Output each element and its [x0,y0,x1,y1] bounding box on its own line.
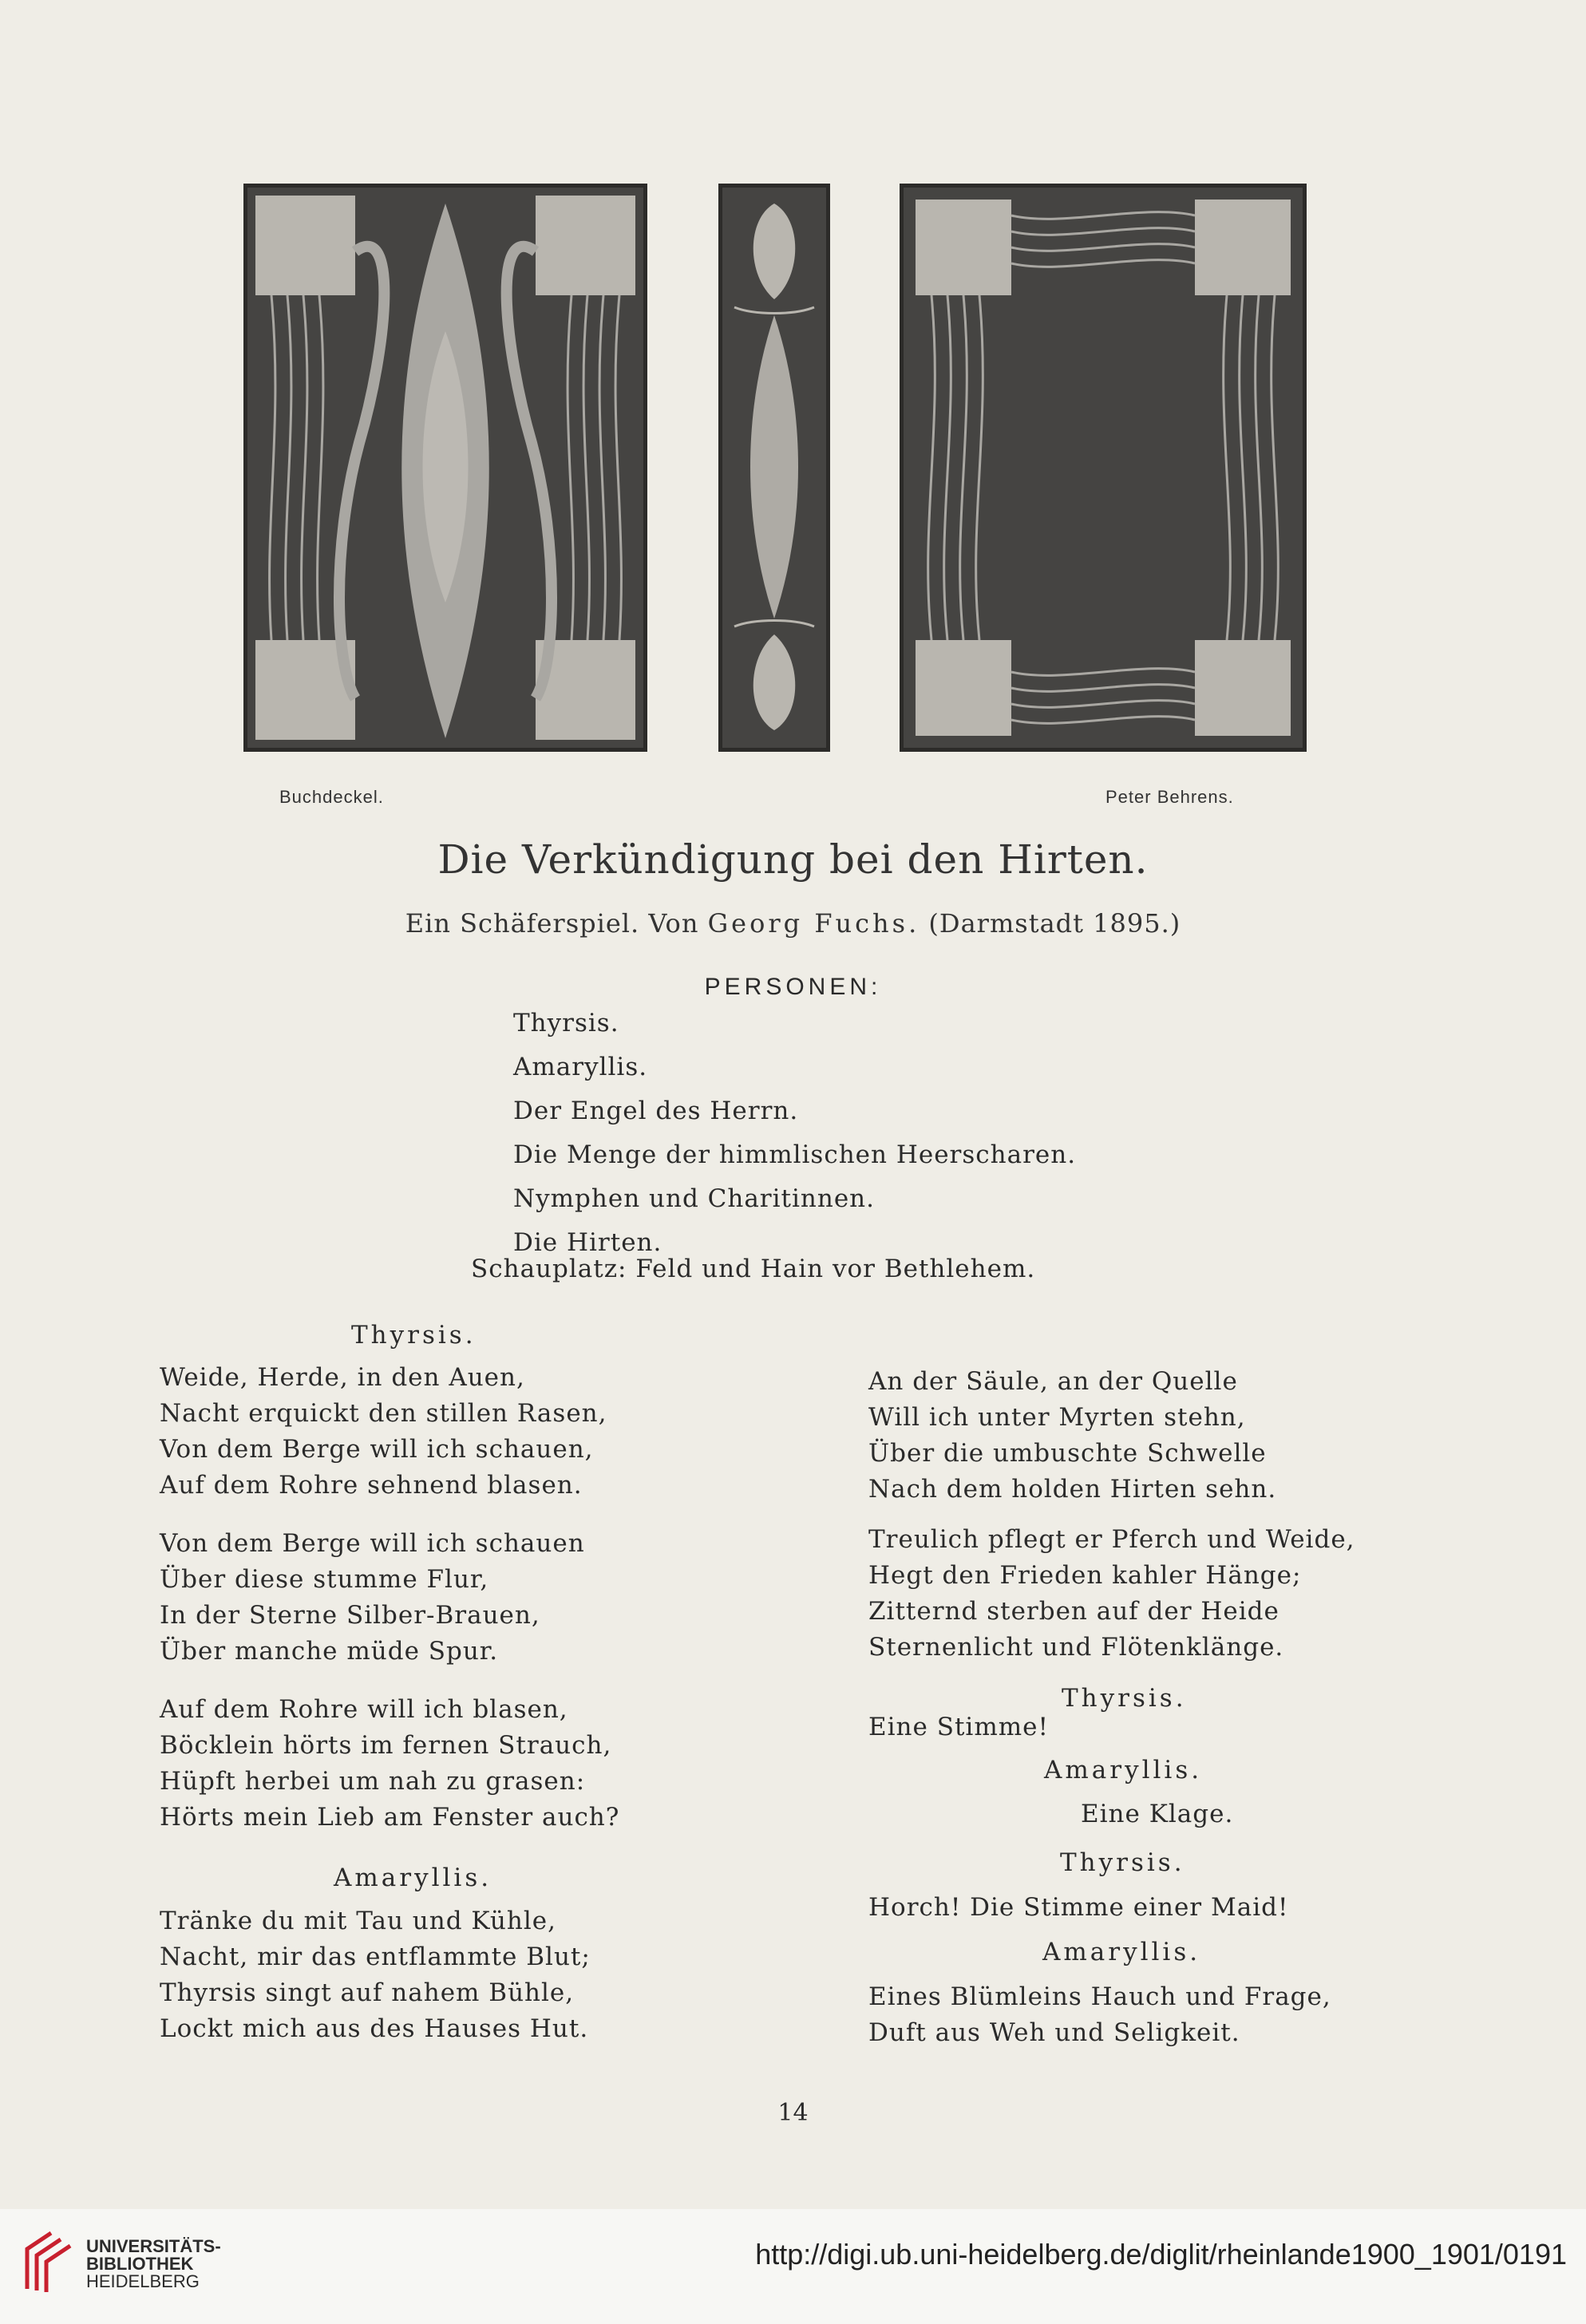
book-spine [718,184,830,752]
verse-line: Sternenlicht und Flötenklänge. [868,1633,1284,1662]
verse-line: Weide, Herde, in den Auen, [160,1363,525,1392]
cast-list [513,1002,1076,1265]
library-line: BIBLIOTHEK [86,2254,194,2274]
verse-line: Hüpft herbei um nah zu grasen: [160,1767,586,1796]
figure-caption-left: Buchdeckel. [279,787,384,807]
verse-line: Böcklein hörts im fernen Strauch, [160,1731,612,1760]
subtitle-suffix: (Darmstadt 1895.) [920,908,1181,939]
verse-line: Von dem Berge will ich schauen, [160,1435,594,1464]
verse-line: Über diese stumme Flur, [160,1565,489,1594]
library-line: UNIVERSITÄTS- [86,2236,221,2256]
verse-line: Will ich unter Myrten stehn, [868,1403,1246,1432]
verse-line: Über die umbuschte Schwelle [868,1439,1267,1468]
verse-line: Duft aus Weh und Seligkeit. [868,2018,1240,2047]
book-cover-left [243,184,647,752]
cast-item: Die Menge der himmlischen Heerscharen. [513,1140,1077,1169]
source-url-link[interactable]: http://digi.ub.uni-heidelberg.de/diglit/rheinlande1900_1901/0191 [755,2238,1567,2271]
verse-line: In der Sterne Silber-Brauen, [160,1601,540,1630]
verse-line: Von dem Berge will ich schauen [160,1529,585,1558]
verse-line: Nach dem holden Hirten sehn. [868,1475,1277,1504]
schauplatz: Schauplatz: Feld und Hain vor Bethlehem. [471,1255,1036,1283]
library-logo-icon [19,2225,75,2297]
left-stanza-3 [160,1692,619,1836]
verse-line: Hörts mein Lieb am Fenster auch? [160,1803,620,1832]
verse-line: Eine Stimme! [868,1713,1049,1741]
library-line: HEIDELBERG [86,2271,200,2291]
verse-line: Hegt den Frieden kahler Hänge; [868,1561,1302,1590]
speaker-thyrsis: Thyrsis. [351,1321,477,1350]
right-stanza-3 [868,1979,1331,2051]
personen-heading: PERSONEN: [704,974,882,1000]
spine-ornament [722,188,826,748]
speaker-thyrsis: Thyrsis. [1060,1848,1185,1877]
right-stanza-1 [868,1364,1276,1508]
left-stanza-2 [160,1526,585,1670]
verse-line: Lockt mich aus des Hauses Hut. [160,2014,589,2043]
verse-line: Thyrsis singt auf nahem Bühle, [160,1978,575,2007]
verse-line: Zitternd sterben auf der Heide [868,1597,1279,1626]
verse-line: Auf dem Rohre will ich blasen, [160,1695,568,1724]
speaker-thyrsis: Thyrsis. [1062,1684,1187,1713]
verse-line: Treulich pflegt er Pferch und Weide, [868,1525,1355,1554]
subtitle [0,908,1586,939]
speaker-amaryllis: Amaryllis. [1044,1756,1203,1785]
verse-line: Über manche müde Spur. [160,1637,499,1666]
cast-item: Amaryllis. [513,1053,648,1081]
verse-line: Nacht erquickt den stillen Rasen, [160,1399,607,1428]
speaker-amaryllis: Amaryllis. [334,1864,492,1892]
verse-line: An der Säule, an der Quelle [868,1367,1238,1396]
figure-caption-right: Peter Behrens. [1105,787,1234,807]
left-stanza-4 [160,1903,591,2047]
cast-item: Nymphen und Charitinnen. [513,1184,876,1213]
verse-line: Eines Blümleins Hauch und Frage, [868,1982,1331,2011]
cast-item: Die Hirten. [513,1228,662,1257]
subtitle-prefix: Ein Schäferspiel. Von [405,908,708,939]
page-title: Die Verkündigung bei den Hirten. [437,836,1149,883]
verse-line: Nacht, mir das entflammte Blut; [160,1943,591,1971]
footer-bar [0,2209,1586,2324]
verse-line: Tränke du mit Tau und Kühle, [160,1907,556,1935]
book-cover-right [900,184,1307,752]
cover-ornament-left [247,188,643,748]
cover-ornament-right [904,188,1303,748]
verse-line: Eine Klage. [1081,1800,1234,1828]
verse-line: Horch! Die Stimme einer Maid! [868,1893,1289,1922]
subtitle-author: Georg Fuchs. [707,908,920,939]
speaker-amaryllis: Amaryllis. [1042,1938,1201,1966]
left-stanza-1 [160,1360,607,1504]
right-stanza-2 [868,1522,1355,1666]
cast-item: Der Engel des Herrn. [513,1097,799,1125]
verse-line: Auf dem Rohre sehnend blasen. [160,1471,583,1500]
cast-item: Thyrsis. [513,1009,619,1038]
library-name [86,2238,221,2290]
page-number: 14 [777,2099,809,2127]
